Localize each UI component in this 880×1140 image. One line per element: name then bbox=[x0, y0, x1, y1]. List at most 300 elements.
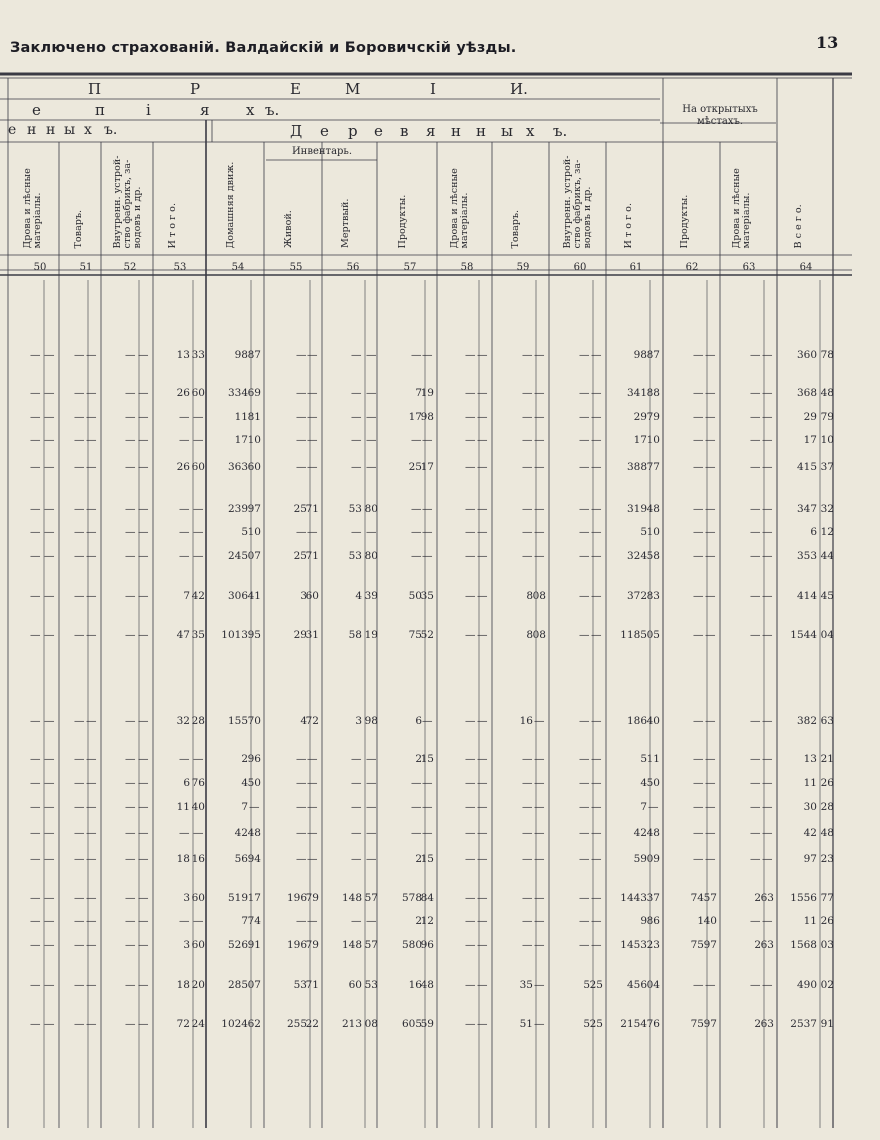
derevyannykh-letter: е bbox=[374, 122, 383, 140]
cell-dash: — bbox=[125, 915, 136, 927]
cell-rubles: 2 bbox=[415, 853, 422, 865]
cell-dash: — bbox=[693, 387, 704, 399]
cell-dash: — bbox=[44, 387, 55, 399]
cell-kopeks: 72 bbox=[305, 715, 319, 727]
cell-kopeks: 02 bbox=[820, 979, 834, 991]
cell-rubles: 1443 bbox=[620, 892, 647, 904]
cell-rubles: 2 bbox=[754, 939, 761, 951]
cell-dash: — bbox=[750, 411, 761, 423]
kamennykh-letter: ы bbox=[64, 122, 76, 138]
cell-dash: — bbox=[422, 550, 433, 562]
cell-dash: — bbox=[307, 853, 318, 865]
cell-kopeks: 74 bbox=[247, 915, 261, 927]
cell-rubles: 75 bbox=[690, 1018, 704, 1030]
cell-kopeks: 40 bbox=[646, 715, 660, 727]
cell-dash: — bbox=[296, 411, 307, 423]
cell-dash: — bbox=[465, 915, 476, 927]
cell-kopeks: 23 bbox=[646, 939, 660, 951]
cell-kopeks: 63 bbox=[760, 892, 774, 904]
poseleniya-letter: ъ. bbox=[265, 101, 280, 119]
cell-dash: — bbox=[86, 349, 97, 361]
cell-dash: — bbox=[693, 434, 704, 446]
cell-rubles: 382 bbox=[796, 715, 817, 727]
cell-dash: — bbox=[579, 777, 590, 789]
cell-kopeks: 05 bbox=[646, 629, 660, 641]
cell-dash: — bbox=[44, 801, 55, 813]
cell-dash: — bbox=[193, 411, 204, 423]
cell-dash: — bbox=[705, 979, 716, 991]
cell-dash: — bbox=[86, 1018, 97, 1030]
cell-kopeks: 37 bbox=[820, 461, 834, 473]
cell-kopeks: 10 bbox=[820, 434, 834, 446]
cell-dash: — bbox=[86, 715, 97, 727]
cell-dash: — bbox=[138, 434, 149, 446]
cell-dash: — bbox=[138, 526, 149, 538]
cell-rubles: 3 bbox=[183, 892, 190, 904]
cell-rubles: 25 bbox=[293, 550, 307, 562]
cell-dash: — bbox=[705, 461, 716, 473]
cell-dash: — bbox=[591, 461, 602, 473]
column-label: Дрова и лѣсные матеріалы. bbox=[731, 167, 752, 248]
cell-dash: — bbox=[705, 590, 716, 602]
cell-kopeks: 48 bbox=[247, 827, 261, 839]
cell-dash: — bbox=[750, 753, 761, 765]
cell-kopeks: 41 bbox=[247, 590, 261, 602]
cell-kopeks: 60 bbox=[191, 461, 205, 473]
cell-rubles: 7 bbox=[640, 801, 647, 813]
cell-rubles: 347 bbox=[796, 503, 817, 515]
cell-dash: — bbox=[579, 387, 590, 399]
cell-rubles: 75 bbox=[408, 629, 422, 641]
cell-dash: — bbox=[693, 777, 704, 789]
cell-dash: — bbox=[762, 827, 773, 839]
cell-dash: — bbox=[30, 753, 41, 765]
cell-rubles: 53 bbox=[293, 979, 307, 991]
cell-dash: — bbox=[579, 801, 590, 813]
cell-dash: — bbox=[86, 777, 97, 789]
cell-dash: — bbox=[705, 715, 716, 727]
cell-dash: — bbox=[307, 387, 318, 399]
cell-dash: — bbox=[591, 387, 602, 399]
cell-dash: — bbox=[762, 411, 773, 423]
cell-rubles: 6 bbox=[810, 526, 817, 538]
cell-dash: — bbox=[465, 939, 476, 951]
cell-dash: — bbox=[762, 387, 773, 399]
cell-dash: — bbox=[125, 715, 136, 727]
cell-rubles: 11 bbox=[803, 777, 817, 789]
cell-kopeks: 97 bbox=[703, 939, 717, 951]
cell-dash: — bbox=[579, 715, 590, 727]
cell-kopeks: 15 bbox=[420, 753, 434, 765]
cell-dash: — bbox=[534, 434, 545, 446]
cell-rubles: 5 bbox=[640, 753, 647, 765]
cell-dash: — bbox=[193, 827, 204, 839]
cell-dash: — bbox=[762, 526, 773, 538]
cell-rubles: 60 bbox=[348, 979, 362, 991]
cell-dash: — bbox=[693, 411, 704, 423]
cell-dash: — bbox=[86, 503, 97, 515]
cell-dash: — bbox=[44, 629, 55, 641]
cell-dash: — bbox=[138, 892, 149, 904]
cell-dash: — bbox=[750, 801, 761, 813]
cell-rubles: 74 bbox=[690, 892, 704, 904]
cell-kopeks: 77 bbox=[646, 461, 660, 473]
cell-rubles: 13 bbox=[176, 349, 190, 361]
cell-dash: — bbox=[422, 777, 433, 789]
cell-dash: — bbox=[534, 715, 545, 727]
cell-dash: — bbox=[125, 892, 136, 904]
cell-rubles: 53 bbox=[348, 550, 362, 562]
cell-kopeks: 95 bbox=[247, 629, 261, 641]
cell-dash: — bbox=[296, 387, 307, 399]
column-number: 52 bbox=[123, 262, 137, 273]
cell-rubles: 42 bbox=[803, 827, 817, 839]
cell-dash: — bbox=[193, 915, 204, 927]
cell-dash: — bbox=[74, 939, 85, 951]
cell-kopeks: 26 bbox=[820, 915, 834, 927]
cell-dash: — bbox=[477, 387, 488, 399]
cell-kopeks: 57 bbox=[364, 892, 378, 904]
cell-dash: — bbox=[296, 526, 307, 538]
cell-kopeks: 87 bbox=[247, 349, 261, 361]
cell-dash: — bbox=[750, 590, 761, 602]
cell-dash: — bbox=[74, 1018, 85, 1030]
cell-dash: — bbox=[591, 411, 602, 423]
cell-dash: — bbox=[193, 434, 204, 446]
cell-rubles: 25 bbox=[293, 503, 307, 515]
cell-dash: — bbox=[30, 892, 41, 904]
cell-dash: — bbox=[465, 550, 476, 562]
cell-dash: — bbox=[762, 715, 773, 727]
cell-kopeks: 07 bbox=[247, 979, 261, 991]
cell-kopeks: 60 bbox=[191, 892, 205, 904]
cell-dash: — bbox=[693, 629, 704, 641]
cell-dash: — bbox=[750, 853, 761, 865]
cell-dash: — bbox=[477, 349, 488, 361]
cell-dash: — bbox=[579, 629, 590, 641]
cell-rubles: 245 bbox=[227, 550, 248, 562]
cell-dash: — bbox=[477, 461, 488, 473]
derevyannykh-letter: н bbox=[476, 122, 486, 140]
cell-dash: — bbox=[296, 827, 307, 839]
cell-dash: — bbox=[762, 550, 773, 562]
cell-dash: — bbox=[351, 853, 362, 865]
cell-dash: — bbox=[30, 461, 41, 473]
cell-dash: — bbox=[579, 550, 590, 562]
cell-kopeks: 50 bbox=[247, 777, 261, 789]
cell-kopeks: 97 bbox=[247, 503, 261, 515]
cell-rubles: 5 bbox=[640, 526, 647, 538]
cell-dash: — bbox=[138, 1018, 149, 1030]
cell-kopeks: 88 bbox=[646, 387, 660, 399]
cell-kopeks: 10 bbox=[646, 434, 660, 446]
cell-dash: — bbox=[44, 461, 55, 473]
cell-rubles: 5 bbox=[241, 526, 248, 538]
cell-dash: — bbox=[179, 915, 190, 927]
cell-rubles: 97 bbox=[803, 853, 817, 865]
cell-dash: — bbox=[411, 801, 422, 813]
cell-dash: — bbox=[138, 349, 149, 361]
cell-dash: — bbox=[307, 434, 318, 446]
cell-dash: — bbox=[30, 387, 41, 399]
cell-kopeks: 04 bbox=[646, 979, 660, 991]
cell-dash: — bbox=[307, 349, 318, 361]
cell-rubles: 5 bbox=[583, 1018, 590, 1030]
cell-dash: — bbox=[762, 629, 773, 641]
cell-rubles: 4 bbox=[241, 777, 248, 789]
cell-kopeks: 40 bbox=[191, 801, 205, 813]
cell-dash: — bbox=[351, 461, 362, 473]
cell-rubles: 42 bbox=[633, 827, 647, 839]
cell-kopeks: 59 bbox=[420, 1018, 434, 1030]
cell-rubles: 1568 bbox=[790, 939, 817, 951]
cell-dash: — bbox=[762, 503, 773, 515]
cell-kopeks: 08 bbox=[532, 629, 546, 641]
cell-dash: — bbox=[351, 411, 362, 423]
cell-dash: — bbox=[30, 503, 41, 515]
cell-dash: — bbox=[693, 503, 704, 515]
cell-kopeks: 45 bbox=[820, 590, 834, 602]
derevyannykh-letter: х bbox=[526, 122, 535, 140]
cell-dash: — bbox=[307, 526, 318, 538]
cell-rubles: 360 bbox=[796, 349, 817, 361]
cell-kopeks: 35 bbox=[191, 629, 205, 641]
cell-dash: — bbox=[86, 979, 97, 991]
cell-dash: — bbox=[179, 753, 190, 765]
cell-rubles: 42 bbox=[234, 827, 248, 839]
cell-dash: — bbox=[125, 349, 136, 361]
cell-dash: — bbox=[534, 1018, 545, 1030]
cell-rubles: 8 bbox=[526, 629, 533, 641]
cell-dash: — bbox=[750, 979, 761, 991]
cell-rubles: 11 bbox=[234, 411, 248, 423]
cell-dash: — bbox=[296, 853, 307, 865]
cell-dash: — bbox=[522, 827, 533, 839]
cell-kopeks: 87 bbox=[646, 349, 660, 361]
page-number: 13 bbox=[816, 33, 839, 52]
cell-dash: — bbox=[591, 892, 602, 904]
cell-kopeks: 79 bbox=[305, 892, 319, 904]
cell-rubles: 8 bbox=[526, 590, 533, 602]
cell-dash: — bbox=[138, 590, 149, 602]
cell-dash: — bbox=[138, 915, 149, 927]
cell-kopeks: 48 bbox=[820, 827, 834, 839]
cell-dash: — bbox=[591, 550, 602, 562]
premii-letter: Е bbox=[290, 80, 301, 98]
cell-dash: — bbox=[411, 434, 422, 446]
cell-kopeks: 37 bbox=[646, 892, 660, 904]
cell-dash: — bbox=[307, 461, 318, 473]
cell-kopeks: 69 bbox=[247, 387, 261, 399]
cell-dash: — bbox=[30, 979, 41, 991]
cell-dash: — bbox=[366, 853, 377, 865]
cell-dash: — bbox=[125, 853, 136, 865]
cell-kopeks: 11 bbox=[646, 753, 660, 765]
cell-dash: — bbox=[579, 753, 590, 765]
cell-dash: — bbox=[351, 801, 362, 813]
cell-dash: — bbox=[534, 939, 545, 951]
cell-kopeks: 48 bbox=[820, 387, 834, 399]
kamennykh-letter: н bbox=[27, 122, 37, 138]
cell-dash: — bbox=[477, 827, 488, 839]
cell-rubles: 30 bbox=[803, 801, 817, 813]
column-number: 56 bbox=[346, 262, 360, 273]
cell-dash: — bbox=[138, 827, 149, 839]
cell-dash: — bbox=[74, 777, 85, 789]
cell-rubles: 4 bbox=[300, 715, 307, 727]
cell-dash: — bbox=[705, 526, 716, 538]
cell-dash: — bbox=[30, 1018, 41, 1030]
cell-kopeks: 60 bbox=[191, 939, 205, 951]
cell-kopeks: 71 bbox=[305, 503, 319, 515]
cell-rubles: 1013 bbox=[221, 629, 248, 641]
cell-dash: — bbox=[579, 411, 590, 423]
cell-rubles: 56 bbox=[234, 853, 248, 865]
cell-dash: — bbox=[579, 434, 590, 446]
cell-dash: — bbox=[705, 629, 716, 641]
poseleniya-letter: е bbox=[32, 101, 41, 119]
cell-kopeks: 10 bbox=[247, 434, 261, 446]
cell-dash: — bbox=[366, 827, 377, 839]
cell-rubles: 26 bbox=[176, 387, 190, 399]
cell-dash: — bbox=[477, 753, 488, 765]
cell-dash: — bbox=[30, 939, 41, 951]
cell-dash: — bbox=[74, 853, 85, 865]
derevyannykh-letter: я bbox=[426, 122, 436, 140]
derevyannykh-letter: е bbox=[320, 122, 329, 140]
cell-dash: — bbox=[477, 434, 488, 446]
inventory-heading: Инвентарь. bbox=[291, 146, 353, 157]
cell-kopeks: 77 bbox=[820, 892, 834, 904]
cell-dash: — bbox=[534, 526, 545, 538]
cell-kopeks: 10 bbox=[247, 526, 261, 538]
cell-dash: — bbox=[522, 526, 533, 538]
cell-dash: — bbox=[522, 753, 533, 765]
cell-dash: — bbox=[705, 550, 716, 562]
cell-kopeks: 28 bbox=[191, 715, 205, 727]
cell-rubles: 255 bbox=[286, 1018, 307, 1030]
cell-dash: — bbox=[44, 434, 55, 446]
cell-kopeks: 16 bbox=[191, 853, 205, 865]
cell-kopeks: 48 bbox=[646, 503, 660, 515]
cell-dash: — bbox=[750, 629, 761, 641]
cell-rubles: 5 bbox=[583, 979, 590, 991]
cell-rubles: 98 bbox=[234, 349, 248, 361]
cell-dash: — bbox=[125, 939, 136, 951]
cell-kopeks: 76 bbox=[646, 1018, 660, 1030]
cell-dash: — bbox=[351, 526, 362, 538]
cell-dash: — bbox=[138, 777, 149, 789]
cell-kopeks: 21 bbox=[820, 753, 834, 765]
cell-dash: — bbox=[351, 777, 362, 789]
cell-dash: — bbox=[591, 590, 602, 602]
cell-rubles: 2 bbox=[754, 892, 761, 904]
cell-dash: — bbox=[44, 503, 55, 515]
column-number: 64 bbox=[799, 262, 813, 273]
cell-dash: — bbox=[366, 349, 377, 361]
cell-rubles: 414 bbox=[796, 590, 817, 602]
cell-rubles: 7 bbox=[241, 915, 248, 927]
cell-dash: — bbox=[579, 461, 590, 473]
cell-rubles: 72 bbox=[176, 1018, 190, 1030]
cell-dash: — bbox=[74, 387, 85, 399]
cell-rubles: 2154 bbox=[620, 1018, 647, 1030]
cell-dash: — bbox=[74, 753, 85, 765]
cell-dash: — bbox=[591, 915, 602, 927]
cell-dash: — bbox=[30, 434, 41, 446]
cell-dash: — bbox=[307, 411, 318, 423]
cell-dash: — bbox=[693, 526, 704, 538]
derevyannykh-letter: р bbox=[348, 122, 358, 140]
cell-dash: — bbox=[477, 411, 488, 423]
cell-dash: — bbox=[351, 827, 362, 839]
cell-dash: — bbox=[44, 349, 55, 361]
cell-dash: — bbox=[534, 503, 545, 515]
cell-dash: — bbox=[125, 629, 136, 641]
cell-dash: — bbox=[44, 892, 55, 904]
cell-dash: — bbox=[579, 915, 590, 927]
cell-rubles: 17 bbox=[234, 434, 248, 446]
cell-kopeks: 08 bbox=[364, 1018, 378, 1030]
cell-dash: — bbox=[351, 349, 362, 361]
cell-dash: — bbox=[125, 979, 136, 991]
cell-rubles: 519 bbox=[227, 892, 248, 904]
cell-dash: — bbox=[465, 461, 476, 473]
cell-kopeks: 03 bbox=[820, 939, 834, 951]
cell-dash: — bbox=[579, 590, 590, 602]
cell-kopeks: 07 bbox=[247, 550, 261, 562]
cell-dash: — bbox=[750, 526, 761, 538]
cell-rubles: 578 bbox=[401, 892, 422, 904]
cell-rubles: 16 bbox=[519, 715, 533, 727]
cell-rubles: 6 bbox=[183, 777, 190, 789]
cell-dash: — bbox=[366, 434, 377, 446]
derevyannykh-letter: ъ. bbox=[553, 122, 568, 140]
poseleniya-letter: я bbox=[200, 101, 210, 119]
cell-dash: — bbox=[138, 503, 149, 515]
cell-dash: — bbox=[138, 387, 149, 399]
cell-dash: — bbox=[591, 526, 602, 538]
cell-dash: — bbox=[579, 827, 590, 839]
cell-kopeks: 70 bbox=[247, 715, 261, 727]
cell-kopeks: 17 bbox=[247, 892, 261, 904]
cell-rubles: 526 bbox=[227, 939, 248, 951]
cell-rubles: 239 bbox=[227, 503, 248, 515]
cell-dash: — bbox=[465, 979, 476, 991]
cell-dash: — bbox=[693, 853, 704, 865]
cell-dash: — bbox=[534, 550, 545, 562]
cell-dash: — bbox=[579, 503, 590, 515]
cell-dash: — bbox=[534, 892, 545, 904]
cell-kopeks: 71 bbox=[305, 979, 319, 991]
column-label: Внутренн. устрой-ство фабрикъ, за-водовъ и др. bbox=[562, 155, 593, 248]
cell-rubles: 98 bbox=[633, 349, 647, 361]
cell-dash: — bbox=[30, 801, 41, 813]
cell-kopeks: 58 bbox=[646, 550, 660, 562]
cell-dash: — bbox=[693, 753, 704, 765]
cell-dash: — bbox=[193, 503, 204, 515]
cell-dash: — bbox=[125, 387, 136, 399]
cell-dash: — bbox=[750, 915, 761, 927]
cell-kopeks: 20 bbox=[191, 979, 205, 991]
cell-rubles: 17 bbox=[408, 411, 422, 423]
cell-kopeks: 52 bbox=[420, 629, 434, 641]
cell-kopeks: 79 bbox=[305, 939, 319, 951]
cell-dash: — bbox=[30, 349, 41, 361]
cell-dash: — bbox=[693, 715, 704, 727]
cell-rubles: 7 bbox=[183, 590, 190, 602]
cell-rubles: 456 bbox=[626, 979, 647, 991]
